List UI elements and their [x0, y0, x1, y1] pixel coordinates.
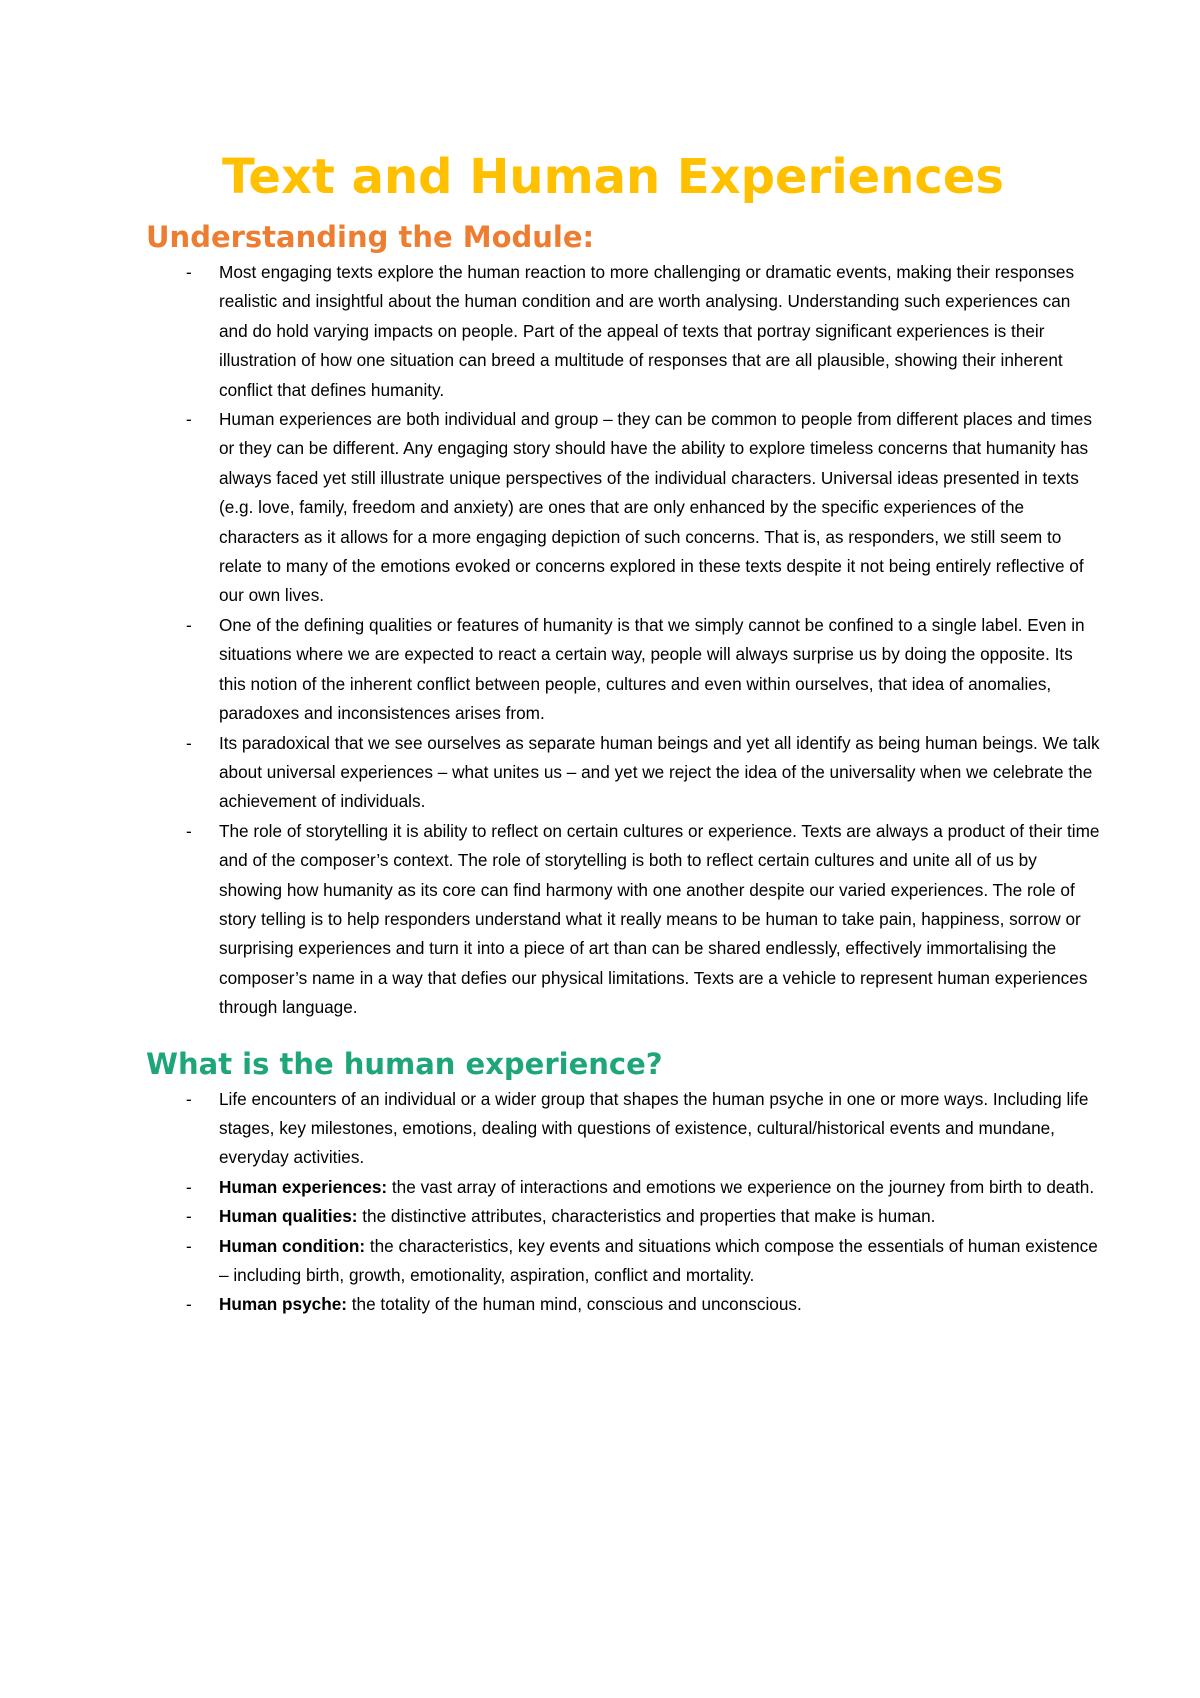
list-item — [146, 817, 1100, 1023]
definition-text: the totality of the human mind, conscious and unconscious. — [346, 1294, 802, 1315]
dash-bullet-icon: - — [186, 1176, 192, 1197]
definition-item — [146, 1202, 1100, 1231]
definition-term: Human qualities: — [219, 1206, 358, 1227]
list-item — [146, 258, 1100, 405]
definition-term: Human experiences: — [219, 1176, 388, 1197]
dash-bullet-icon: - — [186, 409, 192, 430]
dash-bullet-icon: - — [186, 1294, 192, 1315]
list-item-text: Human experiences are both individual and group – they can be common to people from different places and times or they can be different. Any engaging story should have the ability to explore timeless concerns that humanity has always faced yet still illustrate unique perspectives of the individual characters. Universal ideas presented in texts (e.g. love, family, freedom and anxiety) are ones that are only enhanced by the specific experiences of the characters as it allows for a more engaging depiction of such concerns. That is, as responders, we still seem to relate to many of the emotions evoked or concerns explored in these texts despite it not being entirely reflective of our own lives. — [219, 409, 1092, 606]
definition-item — [146, 1173, 1100, 1202]
definition-text: the distinctive attributes, characteristics and properties that make is human. — [357, 1206, 936, 1227]
dash-bullet-icon: - — [186, 732, 192, 753]
human-experience-list — [146, 1085, 1100, 1320]
understanding-module-list — [146, 258, 1100, 1023]
list-item-text: Most engaging texts explore the human reaction to more challenging or dramatic events, making their responses realistic and insightful about the human condition and are worth analysing. Understanding such experiences can and do hold varying impacts on people. Part of the appeal of texts that portray significant experiences is their illustration of how one situation can breed a multitude of responses that are all plausible, showing their inherent conflict that defines humanity. — [219, 262, 1075, 400]
definition-text: the characteristics, key events and situations which compose the essentials of human existence – including birth, growth, emotionality, aspiration, conflict and mortality. — [219, 1235, 1098, 1285]
definition-text: the vast array of interactions and emotions we experience on the journey from birth to death. — [387, 1176, 1095, 1197]
section-heading-understanding-module: Understanding the Module: — [146, 220, 595, 254]
definition-item — [146, 1290, 1100, 1319]
definition-item — [146, 1232, 1100, 1291]
section-heading-human-experience: What is the human experience? — [146, 1046, 663, 1081]
dash-bullet-icon: - — [186, 262, 192, 282]
list-item-text: One of the defining qualities or features of humanity is that we simply cannot be confined to a single label. Even in situations where we are expected to react a certain way, people will always surprise us by doing the opposite. Its this notion of the inherent conflict between people, cultures and even within ourselves, that idea of anomalies, paradoxes and inconsistences arises from. — [219, 614, 1085, 724]
dash-bullet-icon: - — [186, 1206, 192, 1227]
dash-bullet-icon: - — [186, 614, 192, 635]
list-item — [146, 405, 1100, 611]
definition-term: Human condition: — [219, 1235, 366, 1256]
list-item-text: The role of storytelling it is ability to reflect on certain cultures or experience. Texts are always a product of their time and of the composer’s context. The role of storytelling is both to reflect certain cultures and unite all of us by showing how humanity as its core can find harmony with one another despite our varied experiences. The role of story telling is to help responders understand what it really means to be human to take pain, happiness, sorrow or surprising experiences and turn it into a piece of art than can be shared endlessly, effectively immortalising the composer’s name in a way that defies our physical limitations. Texts are a vehicle to represent human experiences through language. — [219, 820, 1100, 1018]
list-item — [146, 729, 1100, 817]
dash-bullet-icon: - — [186, 820, 192, 841]
dash-bullet-icon: - — [186, 1088, 192, 1109]
list-item-text: Its paradoxical that we see ourselves as separate human beings and yet all identify as being human beings. We talk about universal experiences – what unites us – and yet we reject the idea of the universality when we celebrate the achievement of individuals. — [219, 732, 1100, 812]
document-title: Text and Human Experiences — [222, 149, 1004, 205]
list-item-text: Life encounters of an individual or a wider group that shapes the human psyche in one or more ways. Including life stages, key milestones, emotions, dealing with questions of existence, cultural/historical events and mundane, everyday activities. — [219, 1088, 1089, 1168]
list-item — [146, 1085, 1100, 1173]
dash-bullet-icon: - — [186, 1235, 192, 1256]
definition-term: Human psyche: — [219, 1294, 347, 1315]
list-item — [146, 611, 1100, 729]
section-spacer — [146, 1023, 1100, 1047]
